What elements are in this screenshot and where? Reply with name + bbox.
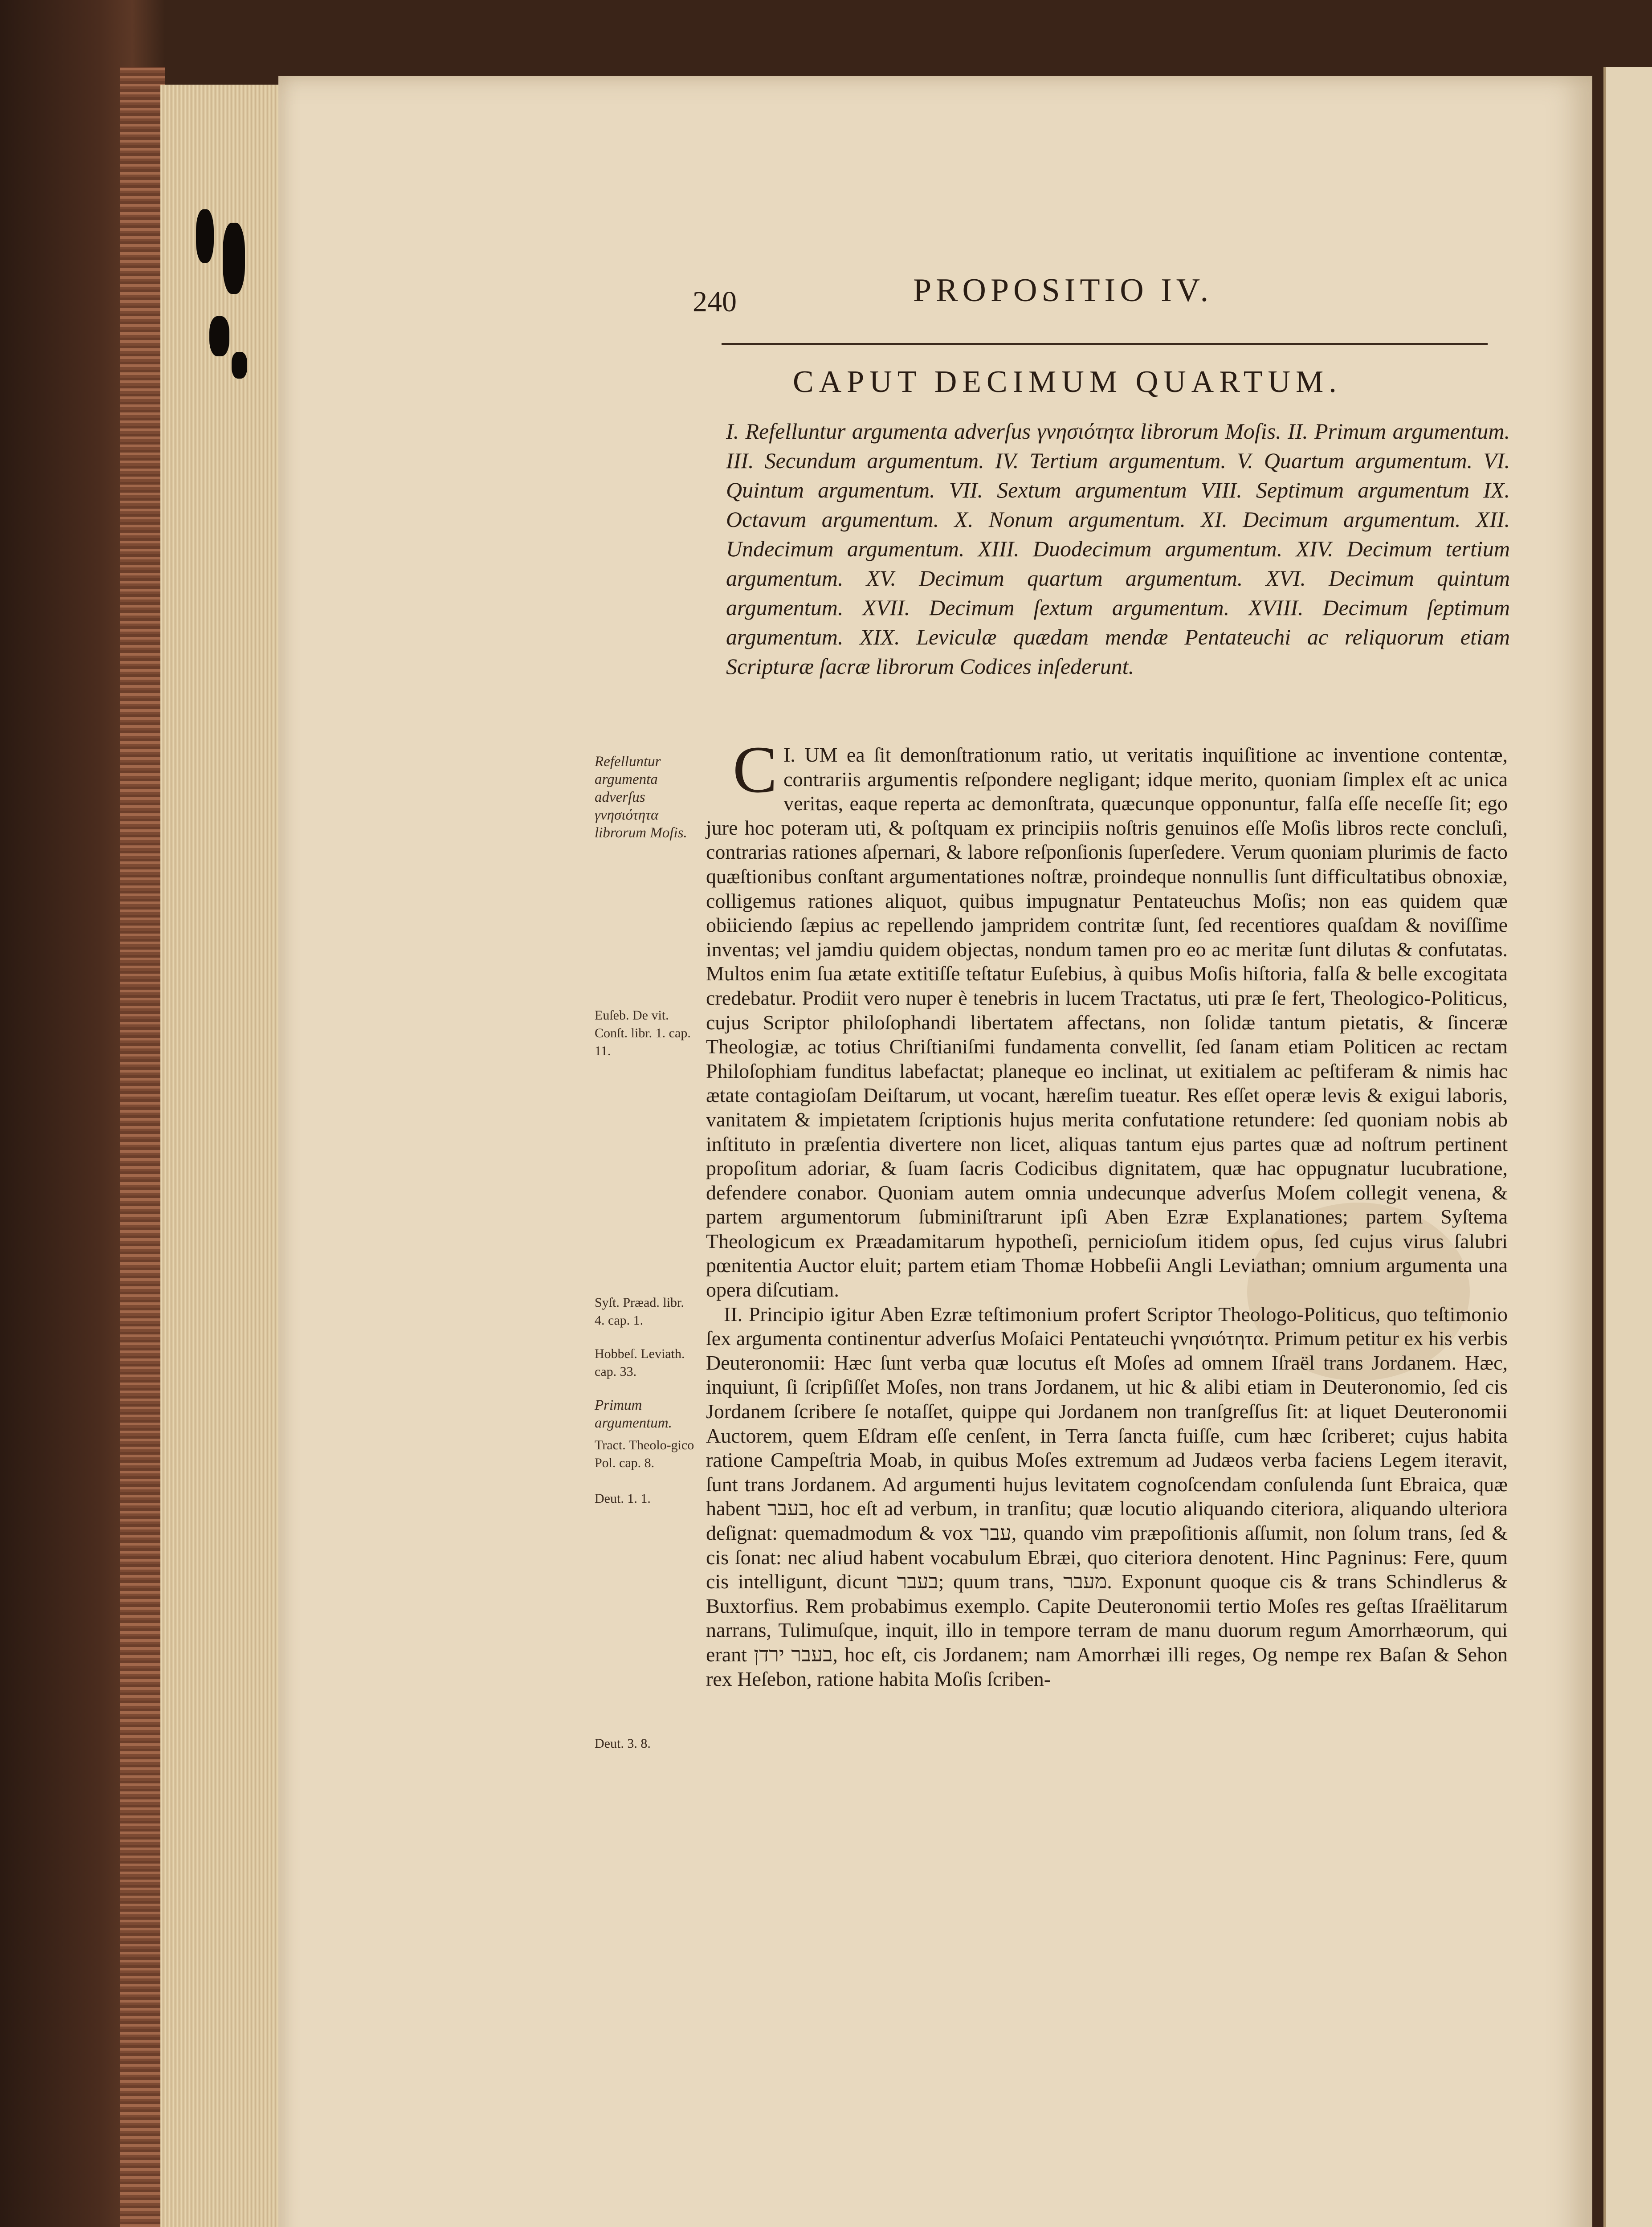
page-number: 240 bbox=[693, 286, 737, 318]
book-cover-edge bbox=[120, 67, 165, 2227]
margin-note-primum: Primum argumentum. bbox=[595, 1397, 672, 1431]
paragraph-number: I. bbox=[783, 743, 795, 766]
margin-note-tractatus: Tract. Theolo-gico Pol. cap. 8. bbox=[595, 1438, 694, 1470]
chapter-summary bbox=[726, 416, 1510, 681]
margin-note-refelluntur: Refelluntur argumenta adverſus γνησιότητα librorum Moſis. bbox=[595, 754, 687, 841]
header-rule bbox=[722, 343, 1488, 345]
ink-spot bbox=[232, 352, 247, 379]
margin-note-hobbes: Hobbeſ. Leviath. cap. 33. bbox=[595, 1346, 685, 1379]
paragraph-1 bbox=[706, 733, 1508, 1302]
facing-page-edge bbox=[1603, 67, 1652, 2227]
drop-cap: C bbox=[733, 733, 778, 807]
body-text bbox=[706, 733, 1508, 1691]
page-block-edges bbox=[160, 85, 282, 2227]
margin-note-deut-1: Deut. 1. 1. bbox=[595, 1491, 651, 1506]
running-head: PROPOSITIO IV. bbox=[913, 272, 1213, 309]
margin-note-eusebius: Euſeb. De vit. Conſt. libr. 1. cap. 11. bbox=[595, 1008, 691, 1058]
margin-note-deut-3: Deut. 3. 8. bbox=[595, 1736, 651, 1751]
paragraph-2: II. Principio igitur Aben Ezræ teſtimonium profert Scriptor Theologo-Politicus, quo teſtimonio ſex argumenta continentur adverſus Moſaici Pentateuchi γνησιότητα. Primum petitur ex his verbis Deuteronomii: Hæc ſunt verba quæ locutus eſt Moſes ad omnem Iſraël trans Jordanem. Hæc, inquiunt, ſi ſcripſiſſet Moſes, non trans Jordanem, ut hic & alibi etiam in Deuteronomio, ſed cis Jordanem ſcribere ſe notaſſet, quippe qui Jordanem non tranſgreſſus ſit: at liquet Deuteronomii Auctorem, quem Eſdram eſſe cenſent, in Terra ſancta fuiſſe, cum hæc ſcriberet; cujus habita ratione Campeſtria Moab, in quibus Moſes extremum ad Judæos verba faciens Legem iteravit, ſunt trans Jordanem. Ad argumenti hujus levitatem cognoſcendam conſulenda ſunt Ebraica, quæ habent בעבר, hoc eſt ad verbum, in tranſitu; quæ locutio aliquando citeriora, aliquando ulteriora deſignat: quemadmodum & vox עבר, quando vim præpoſitionis aſſumit, non ſolum trans, ſed & cis ſonat: nec aliud habent vocabulum Ebræi, quo citeriora denotent. Hinc Pagninus: Fere, quum cis intelligunt, dicunt בעבר; quum trans, מעבר. Exponunt quoque cis & trans Schindlerus & Buxtorfius. Rem probabimus exemplo. Capite Deuteronomii tertio Moſes res geſtas Iſraëlitarum narrans, Tulimuſque, inquit, illo in tempore terram de manu duorum regum Amorrhæorum, qui erant בעבר ירדן, hoc eſt, cis Jordanem; nam Amorrhæi illi reges, Og nempe rex Baſan & Sehon rex Heſebon, ratione habita Moſis ſcriben- bbox=[706, 1302, 1508, 1690]
ink-spot bbox=[209, 316, 229, 356]
chapter-summary-text: I. Refelluntur argumenta adverſus γνησιότητα librorum Moſis. II. Primum argumentum. III. Secundum argumentum. IV. Tertium argumentum. V. Quartum argumentum. VI. Quintum argumentum. VII. Sextum argumentum VIII. Septimum argumentum IX. Octavum argumentum. X. Nonum argumentum. XI. Decimum argumentum. XII. Undecimum argumentum. XIII. Duodecimum argumentum. XIV. Decimum tertium argumentum. XV. Decimum quartum argumentum. XVI. Decimum quintum argumentum. XVII. Decimum ſextum argumentum. XVIII. Decimum ſeptimum argumentum. XIX. Leviculæ quædam mendæ Pentateuchi ac reliquorum etiam Scripturæ ſacræ librorum Codices inſederunt. bbox=[726, 419, 1510, 679]
ink-spot bbox=[223, 223, 245, 294]
paragraph-lead: UM bbox=[804, 743, 838, 766]
ink-spot bbox=[196, 209, 214, 263]
paragraph-text: ea ſit demonſtrationum ratio, ut veritatis inquiſitione ac inventione contentæ, contrariis argumentis reſpondere negligant; idque merito, quoniam ſimplex eſt ac unica veritas, eaque reperta ac demonſtrata, quæcunque opponuntur, falſa eſſe neceſſe ſit; ego jure hoc poteram uti, & poſtquam ex principiis noſtris genuinos eſſe Moſis libros recte concluſi, contrarias rationes aſpernari, & labore reſponſionis ſuperſedere. Verum quoniam plurimis de facto quæſtionibus conſtant argumentationes noſtræ, proindeque nonnullis ſunt difficultatibus obnoxiæ, colligemus rationes aliquot, quibus impugnatur Pentateuchus Moſis; non eas quidem quæ obiiciendo ſæpius ac repellendo jampridem contritæ ſunt, ſed recentiores quaſdam & noviſſime inventas; vel jamdiu quidem objectas, nondum tamen pro eo ac meritæ ſunt dilutas & confutatas. Multos enim ſua ætate extitiſſe teſtatur Euſebius, à quibus Moſis hiſtoria, falſa & belle excogitata credebatur. Prodiit vero nuper è tenebris in lucem Tractatus, uti præ ſe fert, Theologico-Politicus, cujus Scriptor philoſophandi libertatem affectans, non ſolidæ tantum pietatis, & ſinceræ Theologiæ, ac totius Chriſtianiſmi fundamenta convellit, ſed ſanam etiam Politicen ac rectam Philoſophiam funditus labefactat; planeque eo inclinat, ut exitialem ac peſtiferam & nimis hac ætate contagioſam Deiſtarum, ut vocant, hæreſim tueatur. Res eſſet operæ levis & exigui laboris, vanitatem & impietatem ſcriptionis hujus merita confutatione retundere: ſed quoniam nobis ab inſtituto in præſentia divertere non licet, aliquas tantum ejus partes quæ ad noſtrum pertinent propoſitum adoriar, & ſuam ſacris Codicibus dignitatem, quæ hac oppugnatur lucubratione, defendere conabor. Quoniam autem omnia undecunque adverſus Moſem collegit venena, & partem argumentorum ſubminiſtrarunt ipſi Aben Ezræ Explanationes; partem Syſtema Theologicum ex Præadamitarum hypotheſi, pernicioſum itidem opus, ſed cujus virus ſalubri pœnitentia Auctor eluit; partem etiam Thomæ Hobbeſii Angli Leviathan; omnium argumenta una opera diſcutiam. bbox=[706, 743, 1508, 1301]
margin-note-systema: Syſt. Præad. libr. 4. cap. 1. bbox=[595, 1295, 684, 1328]
chapter-title: CAPUT DECIMUM QUARTUM. bbox=[793, 365, 1342, 399]
